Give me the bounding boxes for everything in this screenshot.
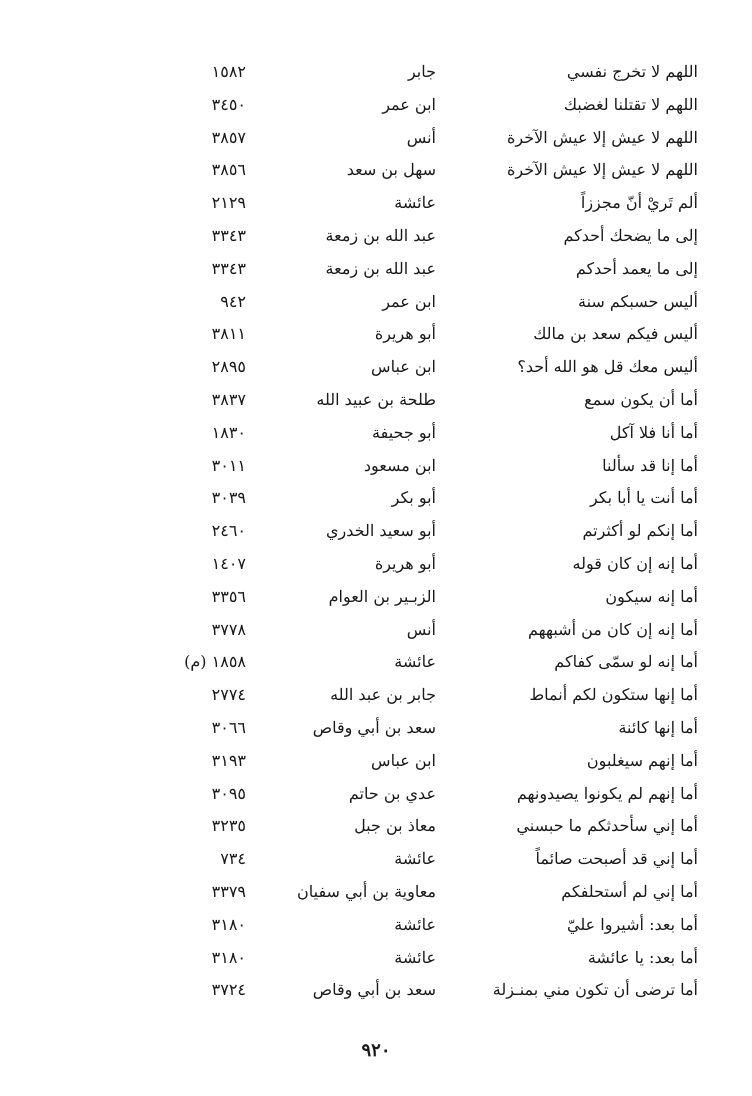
hadith-number: ٢٧٧٤ <box>211 685 246 705</box>
index-row <box>150 220 698 253</box>
narrator-name: معاوية بن أبي سفيان <box>297 881 436 901</box>
index-row <box>150 909 698 942</box>
narrator-name: أبو سعيد الخدري <box>326 521 436 541</box>
hadith-opening-text: أما أن يكون سمع <box>584 389 698 409</box>
index-row <box>150 646 698 679</box>
hadith-opening-text: أما إنا قد سألنا <box>602 455 698 475</box>
narrator-name: عائشة <box>394 914 436 934</box>
hadith-number: ٢٤٦٠ <box>211 521 246 541</box>
narrator-name: ابن عباس <box>371 357 436 377</box>
hadith-number: ٣١٩٣ <box>211 750 246 770</box>
hadith-opening-text: أما أنت يا أبا بكر <box>589 488 698 508</box>
hadith-opening-text: أما إنه لو سمّى كفاكم <box>554 652 698 672</box>
narrator-name: أنس <box>406 127 436 147</box>
index-row <box>150 810 698 843</box>
hadith-opening-text: اللهم لا عيش إلا عيش الآخرة <box>507 127 698 147</box>
index-row <box>150 417 698 450</box>
hadith-opening-text: أما إنهم سيغلبون <box>586 750 698 770</box>
hadith-number: ١٨٣٠ <box>211 422 246 442</box>
narrator-name: عائشة <box>394 947 436 967</box>
hadith-opening-text: ألم تَريْ أنّ مجززاً <box>580 193 698 213</box>
hadith-number: ٣٤٥٠ <box>211 94 246 114</box>
narrator-name: عائشة <box>394 652 436 672</box>
index-row <box>150 482 698 515</box>
hadith-opening-text: أما إني قد أصبحت صائماً <box>535 849 698 869</box>
narrator-name: أبو هريرة <box>374 324 436 344</box>
narrator-name: ابن عمر <box>382 291 436 311</box>
hadith-opening-text: أليس حسبكم سنة <box>577 291 698 311</box>
index-row <box>150 679 698 712</box>
narrator-name: عبد الله بن زمعة <box>325 258 436 278</box>
hadith-index-table <box>150 56 698 1007</box>
hadith-number: ٣١٨٠ <box>211 947 246 967</box>
hadith-number: ٣٢٣٥ <box>211 816 246 836</box>
narrator-name: أنس <box>406 619 436 639</box>
narrator-name: سعد بن أبي وقاص <box>312 980 436 1000</box>
hadith-number: ٣٨٣٧ <box>211 389 246 409</box>
index-row <box>150 581 698 614</box>
narrator-name: جابر <box>407 62 436 81</box>
hadith-number: ٣٠٩٥ <box>211 783 246 803</box>
hadith-opening-text: أما إنكم لو أكثرتم <box>582 521 698 541</box>
narrator-name: الزبـير بن العوام <box>328 586 436 606</box>
hadith-opening-text: أما إنه إن كان قوله <box>572 553 698 573</box>
index-row <box>150 253 698 286</box>
hadith-number: ٣٠٣٩ <box>211 488 246 508</box>
index-row <box>150 318 698 351</box>
hadith-opening-text: اللهم لا تقتلنا لغضبك <box>563 94 698 114</box>
narrator-name: طلحة بن عبيد الله <box>316 389 436 409</box>
hadith-number: ٣٨٥٦ <box>211 160 246 180</box>
hadith-number: ٢٨٩٥ <box>211 357 246 377</box>
hadith-number: ١٤٠٧ <box>211 553 246 573</box>
hadith-number: ٣٣٤٣ <box>211 258 246 278</box>
index-row <box>150 843 698 876</box>
hadith-opening-text: أما إني سأحدثكم ما حبسني <box>516 816 698 836</box>
hadith-number: ٣٣٤٣ <box>211 225 246 245</box>
hadith-opening-text: إلى ما يعمد أحدكم <box>575 258 698 278</box>
index-row <box>150 384 698 417</box>
narrator-name: عبد الله بن زمعة <box>325 225 436 245</box>
hadith-number: ٣٠٦٦ <box>211 717 246 737</box>
narrator-name: سعد بن أبي وقاص <box>312 717 436 737</box>
hadith-opening-text: أما إنه إن كان من أشبههم <box>527 619 698 639</box>
index-row <box>150 745 698 778</box>
index-row <box>150 89 698 122</box>
index-row <box>150 286 698 319</box>
narrator-name: ابن عمر <box>382 94 436 114</box>
narrator-name: أبو جحيفة <box>372 422 436 442</box>
narrator-name: سهل بن سعد <box>346 160 436 180</box>
hadith-number: ٣١٨٠ <box>211 914 246 934</box>
hadith-number: ٣٨٥٧ <box>211 127 246 147</box>
narrator-name: عدي بن حاتم <box>348 783 436 803</box>
narrator-name: أبو هريرة <box>374 553 436 573</box>
hadith-number: ١٥٨٢ <box>211 62 246 81</box>
index-row <box>150 712 698 745</box>
hadith-opening-text: أما إنها كائنة <box>618 717 698 737</box>
hadith-opening-text: أما أنا فلا آكل <box>609 422 698 442</box>
narrator-name: جابر بن عبد الله <box>330 685 436 705</box>
hadith-opening-text: أما إني لم أستحلفكم <box>561 881 698 901</box>
hadith-opening-text: أما بعد: يا عائشة <box>587 947 698 967</box>
hadith-opening-text: أما إنه سيكون <box>605 586 698 606</box>
index-row <box>150 548 698 581</box>
index-row <box>150 187 698 220</box>
narrator-name: عائشة <box>394 193 436 213</box>
hadith-opening-text: أما بعد: أشيروا عليّ <box>567 914 698 934</box>
hadith-opening-text: أليس فيكم سعد بن مالك <box>533 324 698 344</box>
narrator-name: معاذ بن جبل <box>354 816 436 836</box>
hadith-number: ٩٤٢ <box>220 291 246 311</box>
narrator-name: ابن مسعود <box>363 455 436 475</box>
hadith-number: ١٨٥٨ (م) <box>184 652 246 672</box>
hadith-number: ٣٧٧٨ <box>211 619 246 639</box>
hadith-number: ٣٣٧٩ <box>211 881 246 901</box>
index-row <box>150 974 698 1007</box>
index-row <box>150 942 698 975</box>
index-row <box>150 515 698 548</box>
hadith-opening-text: إلى ما يضحك أحدكم <box>563 225 698 245</box>
hadith-number: ٣٣٥٦ <box>211 586 246 606</box>
hadith-number: ٣٧٢٤ <box>211 980 246 1000</box>
hadith-opening-text: اللهم لا عيش إلا عيش الآخرة <box>507 160 698 180</box>
hadith-opening-text: أليس معك قل هو الله أحد؟ <box>517 357 698 377</box>
narrator-name: ابن عباس <box>371 750 436 770</box>
narrator-name: عائشة <box>394 849 436 869</box>
index-row <box>150 154 698 187</box>
hadith-number: ٧٣٤ <box>220 849 246 869</box>
page-number: ٩٢٠ <box>361 1040 391 1061</box>
hadith-number: ٢١٢٩ <box>211 193 246 213</box>
hadith-opening-text: اللهم لا تخرج نفسي <box>566 62 698 81</box>
index-row <box>150 56 698 89</box>
index-row <box>150 122 698 155</box>
index-row <box>150 876 698 909</box>
index-row <box>150 351 698 384</box>
hadith-opening-text: أما ترضى أن تكون مني بمنـزلة <box>492 980 698 1000</box>
hadith-number: ٣٠١١ <box>211 455 246 475</box>
index-row <box>150 450 698 483</box>
narrator-name: أبو بكر <box>391 488 436 508</box>
hadith-opening-text: أما إنها ستكون لكم أنماط <box>529 685 698 705</box>
hadith-number: ٣٨١١ <box>211 324 246 344</box>
index-row <box>150 778 698 811</box>
hadith-opening-text: أما إنهم لم يكونوا يصيدونهم <box>516 783 698 803</box>
index-row <box>150 614 698 647</box>
